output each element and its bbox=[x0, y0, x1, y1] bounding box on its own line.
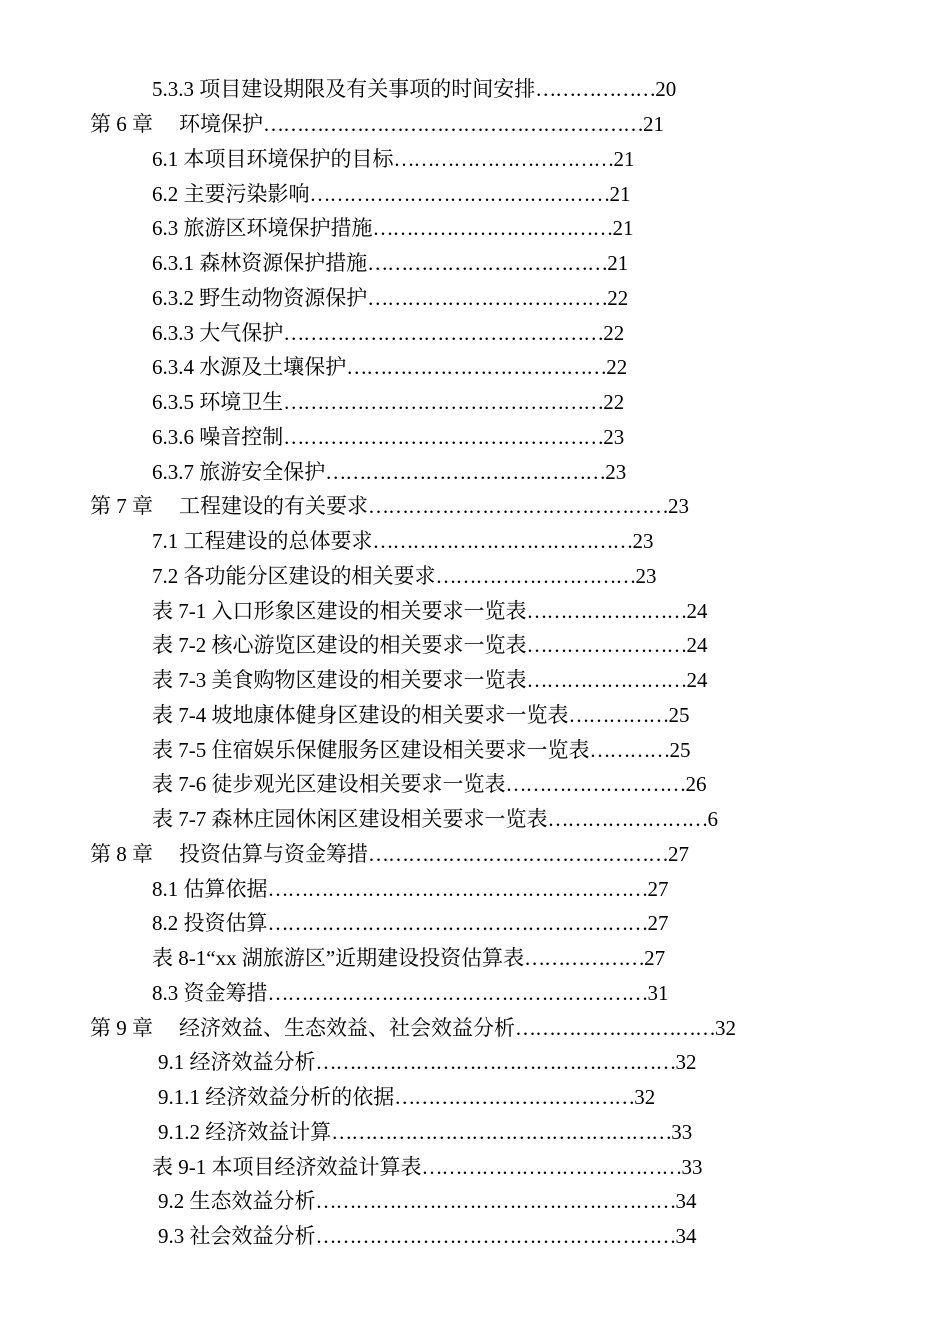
toc-leader-dots: ……………… bbox=[524, 946, 645, 970]
toc-table-7-7 bbox=[152, 802, 718, 836]
toc-page-number: 21 bbox=[612, 216, 634, 240]
toc-page-number: 21 bbox=[613, 147, 635, 171]
toc-entry-title: 6.3 旅游区环境保护措施 bbox=[152, 216, 373, 240]
toc-page-number: 23 bbox=[668, 494, 689, 518]
toc-page-number: 31 bbox=[647, 981, 669, 1005]
toc-chapter-9 bbox=[90, 1011, 736, 1045]
toc-leader-dots: ………… bbox=[589, 738, 670, 762]
toc-page-number: 32 bbox=[634, 1085, 656, 1109]
toc-page-number: 23 bbox=[632, 529, 654, 553]
toc-leader-dots: ………………………………………… bbox=[283, 425, 604, 449]
toc-entry-title: 6.3.3 大气保护 bbox=[152, 321, 284, 345]
toc-table-7-6 bbox=[152, 767, 707, 801]
toc-entry-7-2 bbox=[152, 559, 657, 593]
toc-entry-title: 工程建设的有关要求 bbox=[179, 494, 368, 518]
toc-entry-9-1-1 bbox=[158, 1080, 655, 1114]
toc-entry-6-3-1 bbox=[152, 246, 628, 280]
toc-entry-6-3-6 bbox=[152, 420, 624, 454]
toc-entry-title: 环境保护 bbox=[179, 112, 263, 136]
toc-table-7-4 bbox=[152, 698, 690, 732]
toc-entry-title: 8.3 资金筹措 bbox=[152, 981, 268, 1005]
toc-entry-6-3-5 bbox=[152, 385, 624, 419]
toc-leader-dots: ………………………………… bbox=[372, 529, 633, 553]
toc-leader-dots: …………………… bbox=[526, 668, 687, 692]
toc-page-number: 25 bbox=[669, 738, 691, 762]
toc-page-number: 24 bbox=[686, 633, 708, 657]
toc-entry-6-2 bbox=[152, 177, 631, 211]
toc-entry-title: 表 7-6 徒步观光区建设相关要求一览表 bbox=[152, 772, 506, 796]
toc-entry-title: 5.3.3 项目建设期限及有关事项的时间安排 bbox=[152, 77, 536, 101]
toc-leader-dots: …………………………………………… bbox=[331, 1120, 672, 1144]
toc-leader-dots: ………………………………………………… bbox=[267, 911, 648, 935]
toc-table-9-1 bbox=[152, 1150, 703, 1184]
toc-entry-8-3 bbox=[152, 976, 669, 1010]
toc-leader-dots: ……………………………………………… bbox=[315, 1050, 676, 1074]
toc-page-number: 27 bbox=[647, 911, 669, 935]
toc-leader-dots: …………………… bbox=[526, 599, 687, 623]
toc-page-number: 23 bbox=[603, 425, 625, 449]
toc-leader-dots: …………… bbox=[568, 703, 669, 727]
toc-leader-dots: ……………………………… bbox=[394, 1085, 635, 1109]
toc-entry-title: 表 7-1 入口形象区建设的相关要求一览表 bbox=[152, 599, 527, 623]
toc-page-number: 34 bbox=[675, 1189, 697, 1213]
toc-table-7-1 bbox=[152, 594, 708, 628]
toc-entry-title: 经济效益、生态效益、社会效益分析 bbox=[179, 1016, 515, 1040]
toc-entry-6-3-3 bbox=[152, 316, 624, 350]
toc-leader-dots: ………………………………………………… bbox=[267, 981, 648, 1005]
toc-leader-dots: ………………………………………………… bbox=[267, 877, 648, 901]
toc-page-number: 24 bbox=[686, 668, 708, 692]
toc-entry-9-2 bbox=[158, 1184, 697, 1218]
toc-page-number: 23 bbox=[605, 460, 627, 484]
toc-chapter-7 bbox=[90, 489, 689, 523]
toc-entry-title: 表 7-5 住宿娱乐保健服务区建设相关要求一览表 bbox=[152, 738, 590, 762]
toc-leader-dots: ………………………………………… bbox=[283, 321, 604, 345]
toc-page-number: 22 bbox=[607, 286, 629, 310]
toc-leader-dots: ………………………………… bbox=[346, 355, 607, 379]
toc-entry-6-3-7 bbox=[152, 455, 626, 489]
toc-leader-dots: ……………………… bbox=[505, 772, 686, 796]
toc-leader-dots: ………………………………… bbox=[421, 1155, 682, 1179]
toc-entry-title: 6.3.6 噪音控制 bbox=[152, 425, 284, 449]
toc-table-7-2 bbox=[152, 628, 708, 662]
toc-leader-dots: ……………… bbox=[535, 77, 656, 101]
toc-leader-dots: ………………………… bbox=[435, 564, 636, 588]
toc-chapter-number: 第 9 章 bbox=[90, 1016, 153, 1040]
toc-entry-title: 6.3.7 旅游安全保护 bbox=[152, 460, 326, 484]
toc-page-number: 32 bbox=[715, 1016, 736, 1040]
toc-leader-dots: ………………………………………… bbox=[283, 390, 604, 414]
toc-entry-title: 6.3.5 环境卫生 bbox=[152, 390, 284, 414]
toc-page-number: 22 bbox=[603, 390, 625, 414]
toc-entry-title: 表 8-1“xx 湖旅游区”近期建设投资估算表 bbox=[152, 946, 525, 970]
toc-page-number: 23 bbox=[635, 564, 657, 588]
toc-page-number: 21 bbox=[643, 112, 664, 136]
toc-table-7-3 bbox=[152, 663, 708, 697]
toc-chapter-8 bbox=[90, 837, 689, 871]
toc-page-number: 6 bbox=[707, 807, 718, 831]
toc-entry-title: 9.3 社会效益分析 bbox=[158, 1224, 316, 1248]
toc-page-number: 26 bbox=[685, 772, 707, 796]
toc-page-number: 32 bbox=[675, 1050, 697, 1074]
toc-leader-dots: …………………… bbox=[547, 807, 708, 831]
toc-entry-title: 6.1 本项目环境保护的目标 bbox=[152, 147, 394, 171]
toc-chapter-number: 第 6 章 bbox=[90, 112, 153, 136]
toc-page-number: 27 bbox=[668, 842, 689, 866]
toc-entry-5-3-3 bbox=[152, 72, 676, 106]
toc-entry-title: 9.1.1 经济效益分析的依据 bbox=[158, 1085, 395, 1109]
toc-page-number: 27 bbox=[644, 946, 666, 970]
toc-leader-dots: ……………………………………… bbox=[368, 494, 668, 518]
toc-entry-title: 表 7-7 森林庄园休闲区建设相关要求一览表 bbox=[152, 807, 548, 831]
toc-entry-8-1 bbox=[152, 872, 669, 906]
toc-entry-title: 6.3.1 森林资源保护措施 bbox=[152, 251, 368, 275]
toc-leader-dots: ……………………………………… bbox=[309, 182, 610, 206]
toc-entry-title: 8.1 估算依据 bbox=[152, 877, 268, 901]
toc-leader-dots: …………………… bbox=[526, 633, 687, 657]
toc-leader-dots: ……………………………… bbox=[367, 251, 608, 275]
toc-entry-title: 6.3.2 野生动物资源保护 bbox=[152, 286, 368, 310]
toc-leader-dots: ……………………………………………… bbox=[315, 1189, 676, 1213]
toc-entry-title: 9.1.2 经济效益计算 bbox=[158, 1120, 332, 1144]
toc-entry-8-2 bbox=[152, 906, 669, 940]
toc-leader-dots: …………………………… bbox=[393, 147, 614, 171]
toc-leader-dots: ……………………………………… bbox=[368, 842, 668, 866]
toc-leader-dots: ………………………………………………… bbox=[263, 112, 643, 136]
toc-entry-7-1 bbox=[152, 524, 654, 558]
toc-entry-6-1 bbox=[152, 142, 635, 176]
toc-entry-9-3 bbox=[158, 1219, 697, 1253]
toc-page-number: 24 bbox=[686, 599, 708, 623]
toc-chapter-number: 第 8 章 bbox=[90, 842, 153, 866]
toc-entry-title: 6.2 主要污染影响 bbox=[152, 182, 310, 206]
toc-entry-title: 表 7-4 坡地康体健身区建设的相关要求一览表 bbox=[152, 703, 569, 727]
toc-table-8-1 bbox=[152, 941, 665, 975]
toc-entry-title: 9.1 经济效益分析 bbox=[158, 1050, 316, 1074]
toc-leader-dots: …………………………………… bbox=[325, 460, 606, 484]
toc-entry-title: 表 9-1 本项目经济效益计算表 bbox=[152, 1155, 422, 1179]
toc-page-number: 22 bbox=[606, 355, 628, 379]
toc-entry-6-3-4 bbox=[152, 350, 627, 384]
toc-page-number: 33 bbox=[681, 1155, 703, 1179]
toc-chapter-6 bbox=[90, 107, 664, 141]
toc-entry-title: 表 7-2 核心游览区建设的相关要求一览表 bbox=[152, 633, 527, 657]
toc-page-number: 22 bbox=[603, 321, 625, 345]
toc-entry-9-1-2 bbox=[158, 1115, 692, 1149]
toc-page-number: 21 bbox=[607, 251, 629, 275]
toc-entry-title: 7.1 工程建设的总体要求 bbox=[152, 529, 373, 553]
toc-entry-9-1 bbox=[158, 1045, 697, 1079]
toc-entry-title: 表 7-3 美食购物区建设的相关要求一览表 bbox=[152, 668, 527, 692]
toc-leader-dots: ……………………………………………… bbox=[315, 1224, 676, 1248]
toc-page-number: 27 bbox=[647, 877, 669, 901]
toc-entry-title: 9.2 生态效益分析 bbox=[158, 1189, 316, 1213]
toc-entry-6-3 bbox=[152, 211, 634, 245]
toc-leader-dots: ……………………………… bbox=[372, 216, 613, 240]
toc-chapter-number: 第 7 章 bbox=[90, 494, 153, 518]
toc-leader-dots: ……………………………… bbox=[367, 286, 608, 310]
toc-entry-title: 7.2 各功能分区建设的相关要求 bbox=[152, 564, 436, 588]
toc-entry-6-3-2 bbox=[152, 281, 628, 315]
toc-leader-dots: ………………………… bbox=[515, 1016, 715, 1040]
toc-page-number: 34 bbox=[675, 1224, 697, 1248]
toc-entry-title: 投资估算与资金筹措 bbox=[179, 842, 368, 866]
toc-entry-title: 6.3.4 水源及土壤保护 bbox=[152, 355, 347, 379]
toc-page-number: 33 bbox=[671, 1120, 693, 1144]
toc-page-number: 25 bbox=[668, 703, 690, 727]
toc-page-number: 21 bbox=[609, 182, 631, 206]
toc-entry-title: 8.2 投资估算 bbox=[152, 911, 268, 935]
toc-table-7-5 bbox=[152, 733, 691, 767]
toc-page-number: 20 bbox=[655, 77, 677, 101]
